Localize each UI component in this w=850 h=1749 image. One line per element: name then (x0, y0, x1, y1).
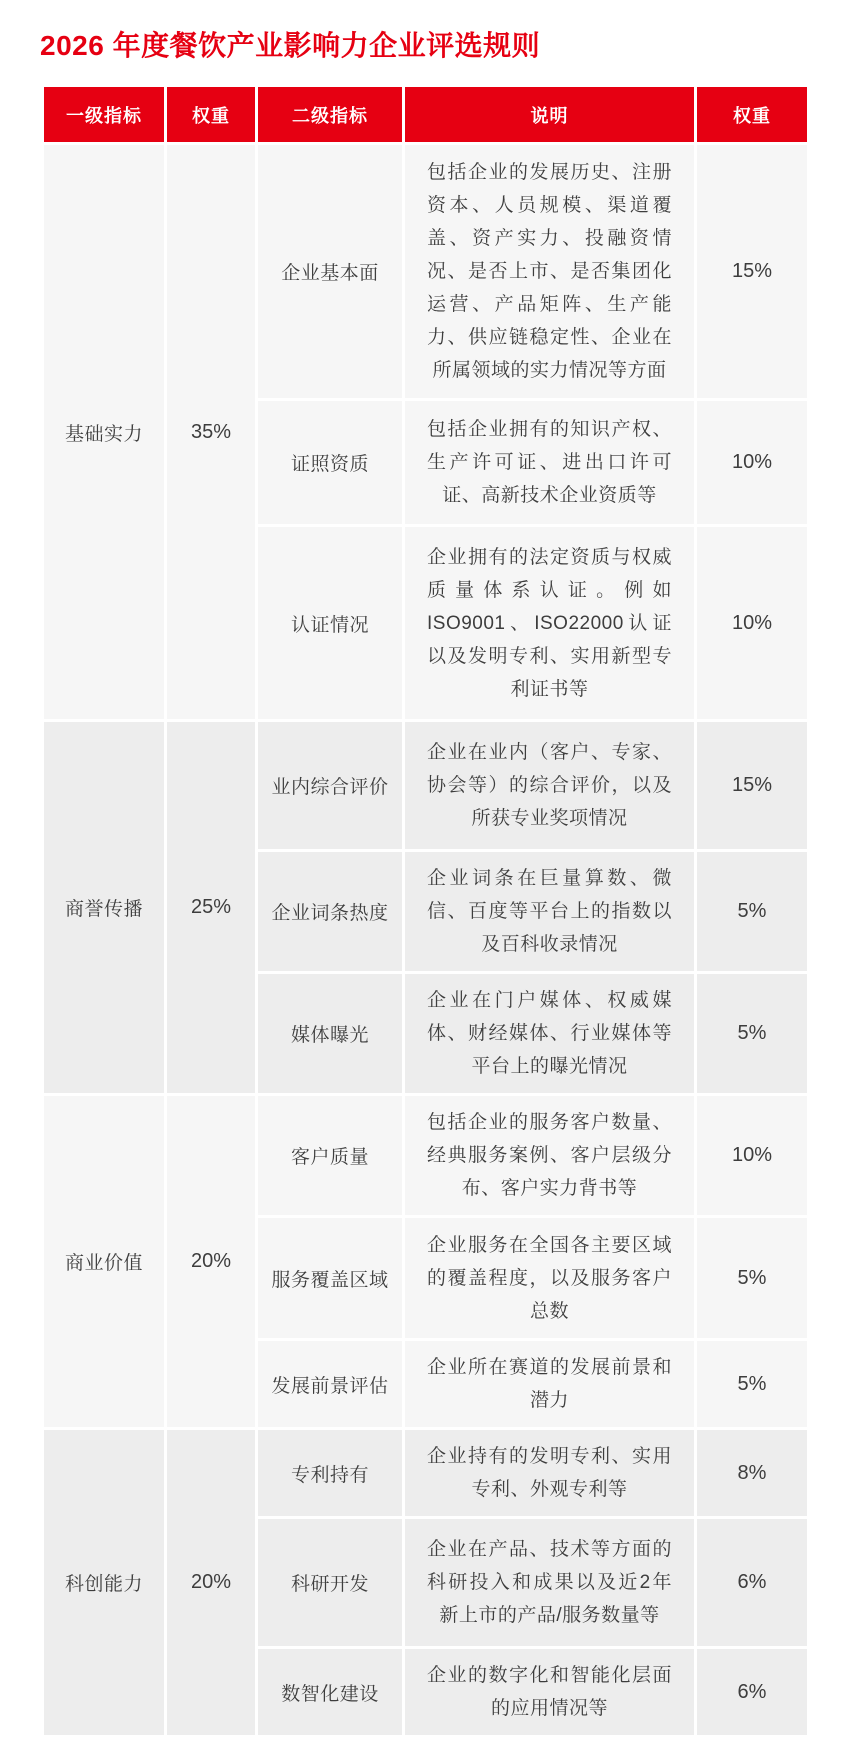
level2-indicator: 客户质量 (258, 1096, 402, 1215)
indicator-description: 企业词条在巨量算数、微信、百度等平台上的指数以及百科收录情况 (405, 852, 694, 971)
indicator-description: 企业服务在全国各主要区域的覆盖程度，以及服务客户总数 (405, 1218, 694, 1338)
level1-weight: 20% (167, 1096, 255, 1427)
level1-name: 基础实力 (44, 145, 164, 719)
level1-name: 商业价值 (44, 1096, 164, 1427)
header-weight2: 权重 (697, 87, 807, 142)
indicator-description: 包括企业的服务客户数量、经典服务案例、客户层级分布、客户实力背书等 (405, 1096, 694, 1215)
indicator-description: 包括企业的发展历史、注册资本、人员规模、渠道覆盖、资产实力、投融资情况、是否上市、是否集团化运营、产品矩阵、生产能力、供应链稳定性、企业在所属领域的实力情况等方面 (405, 145, 694, 398)
table-row (44, 722, 807, 849)
indicator-description: 企业的数字化和智能化层面的应用情况等 (405, 1649, 694, 1735)
rules-table (41, 84, 810, 1738)
indicator-description: 企业在业内（客户、专家、协会等）的综合评价，以及所获专业奖项情况 (405, 722, 694, 849)
header-level1: 一级指标 (44, 87, 164, 142)
level2-indicator: 媒体曝光 (258, 974, 402, 1093)
indicator-weight: 5% (697, 1341, 807, 1427)
level2-indicator: 专利持有 (258, 1430, 402, 1516)
level2-indicator: 业内综合评价 (258, 722, 402, 849)
indicator-weight: 5% (697, 1218, 807, 1338)
table-row (44, 145, 807, 398)
indicator-description: 企业在门户媒体、权威媒体、财经媒体、行业媒体等平台上的曝光情况 (405, 974, 694, 1093)
level1-name: 商誉传播 (44, 722, 164, 1093)
table-header-row (44, 87, 807, 142)
level2-indicator: 证照资质 (258, 401, 402, 524)
header-description: 说明 (405, 87, 694, 142)
indicator-description: 包括企业拥有的知识产权、生产许可证、进出口许可证、高新技术企业资质等 (405, 401, 694, 524)
table-row (44, 1096, 807, 1215)
indicator-weight: 15% (697, 722, 807, 849)
level1-weight: 25% (167, 722, 255, 1093)
level1-name: 科创能力 (44, 1430, 164, 1735)
indicator-description: 企业持有的发明专利、实用专利、外观专利等 (405, 1430, 694, 1516)
indicator-weight: 5% (697, 852, 807, 971)
indicator-weight: 10% (697, 1096, 807, 1215)
indicator-weight: 6% (697, 1519, 807, 1646)
indicator-description: 企业拥有的法定资质与权威质量体系认证。例如ISO9001、ISO22000认证以及发明专利、实用新型专利证书等 (405, 527, 694, 719)
table-row (44, 1430, 807, 1516)
header-level2: 二级指标 (258, 87, 402, 142)
level2-indicator: 服务覆盖区域 (258, 1218, 402, 1338)
indicator-weight: 15% (697, 145, 807, 398)
level2-indicator: 企业基本面 (258, 145, 402, 398)
indicator-weight: 6% (697, 1649, 807, 1735)
level1-weight: 20% (167, 1430, 255, 1735)
indicator-description: 企业在产品、技术等方面的科研投入和成果以及近2年新上市的产品/服务数量等 (405, 1519, 694, 1646)
indicator-weight: 8% (697, 1430, 807, 1516)
level2-indicator: 企业词条热度 (258, 852, 402, 971)
page-title: 2026 年度餐饮产业影响力企业评选规则 (40, 30, 541, 61)
indicator-description: 企业所在赛道的发展前景和潜力 (405, 1341, 694, 1427)
header-weight1: 权重 (167, 87, 255, 142)
indicator-weight: 10% (697, 401, 807, 524)
level1-weight: 35% (167, 145, 255, 719)
level2-indicator: 科研开发 (258, 1519, 402, 1646)
level2-indicator: 认证情况 (258, 527, 402, 719)
level2-indicator: 发展前景评估 (258, 1341, 402, 1427)
indicator-weight: 10% (697, 527, 807, 719)
indicator-weight: 5% (697, 974, 807, 1093)
level2-indicator: 数智化建设 (258, 1649, 402, 1735)
